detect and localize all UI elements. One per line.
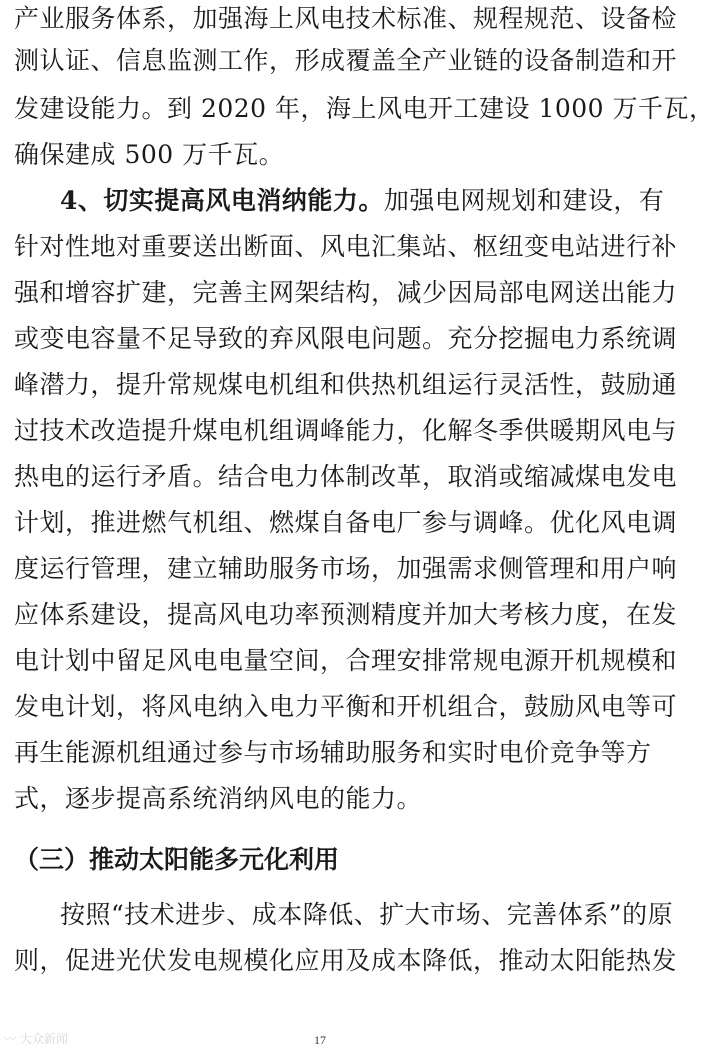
paragraph-line: 再生能源机组通过参与市场辅助服务和实时电价竞争等方 bbox=[14, 738, 652, 767]
section-4-title: 4、切实提高风电消纳能力。 bbox=[60, 186, 384, 215]
paragraph-line: 按照“技术进步、成本降低、扩大市场、完善体系”的原 bbox=[60, 900, 674, 929]
paragraph-line: 应体系建设，提高风电功率预测精度并加大考核力度，在发 bbox=[14, 600, 678, 629]
paragraph-line: 峰潜力，提升常规煤电机组和供热机组运行灵活性，鼓励通 bbox=[14, 370, 678, 399]
paragraph-line: 则，促进光伏发电规模化应用及成本降低，推动太阳能热发 bbox=[14, 946, 678, 975]
paragraph-line: 针对性地对重要送出断面、风电汇集站、枢纽变电站进行补 bbox=[14, 232, 678, 261]
paragraph-line: 热电的运行矛盾。结合电力体制改革，取消或缩减煤电发电 bbox=[14, 462, 678, 491]
paragraph-line: 或变电容量不足导致的弃风限电问题。充分挖掘电力系统调 bbox=[14, 324, 678, 353]
paragraph-line: 强和增容扩建，完善主网架结构，减少因局部电网送出能力 bbox=[14, 278, 678, 307]
paragraph-line: 发电计划，将风电纳入电力平衡和开机组合，鼓励风电等可 bbox=[14, 692, 678, 721]
paragraph-line: 发建设能力。到 2020 年，海上风电开工建设 1000 万千瓦， bbox=[14, 94, 715, 123]
page-number: 17 bbox=[314, 1033, 326, 1047]
paragraph-line: 式，逐步提高系统消纳风电的能力。 bbox=[14, 784, 423, 813]
watermark-text: 大众新闻 bbox=[19, 1032, 68, 1046]
paragraph-line: 测认证、信息监测工作，形成覆盖全产业链的设备制造和开 bbox=[14, 46, 678, 75]
paragraph-line: 确保建成 500 万千瓦。 bbox=[14, 140, 285, 169]
watermark-icon: 〰 bbox=[4, 1032, 17, 1046]
paragraph-line: 电计划中留足风电电量空间，合理安排常规电源开机规模和 bbox=[14, 646, 678, 675]
section-4-first-line bbox=[60, 184, 665, 218]
paragraph-line: 过技术改造提升煤电机组调峰能力，化解冬季供暖期风电与 bbox=[14, 416, 678, 445]
paragraph-line: 度运行管理，建立辅助服务市场，加强需求侧管理和用户响 bbox=[14, 554, 678, 583]
section-heading: （三）推动太阳能多元化利用 bbox=[14, 845, 340, 874]
paragraph-line: 计划，推进燃气机组、燃煤自备电厂参与调峰。优化风电调 bbox=[14, 508, 678, 537]
paragraph-line: 产业服务体系，加强海上风电技术标准、规程规范、设备检 bbox=[14, 4, 678, 33]
section-4-first-line-text: 加强电网规划和建设，有 bbox=[383, 186, 665, 215]
